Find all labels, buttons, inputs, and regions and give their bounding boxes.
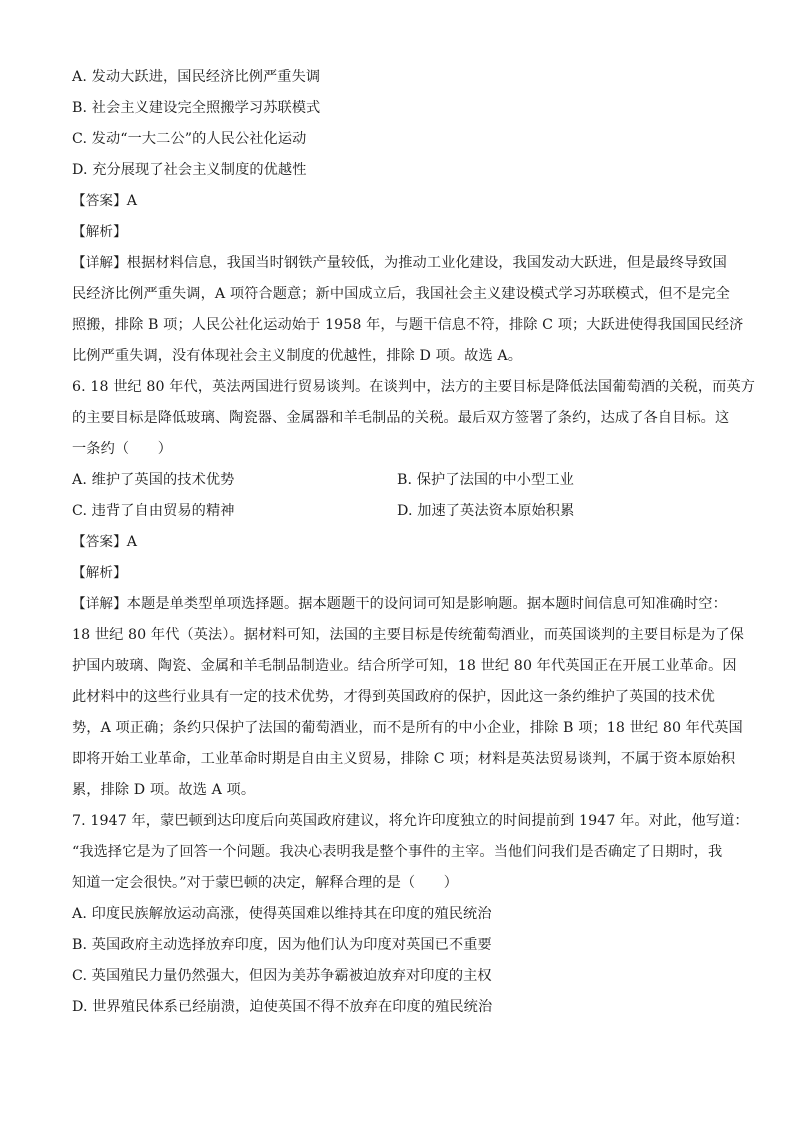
q6-stem [72,372,756,465]
q5-analysis-heading: 【解析】 [72,224,127,240]
stem-line: 6. 18 世纪 80 年代，英法两国进行贸易谈判。在谈判中，法方的主要目标是降低法国葡萄酒的关税，而英方 [72,379,756,395]
stem-line: 7. 1947 年，蒙巴顿到达印度后向英国政府建议，将允许印度独立的时间提前到 1947 年。对此，他写道： [72,813,749,829]
q7-option-list [72,899,732,1023]
q6-option-c: C. 违背了自由贸易的精神 [72,503,235,519]
detail-line: 民经济比例严重失调，A 项符合题意；新中国成立后，我国社会主义建设模式学习苏联模式，但不是完全 [72,286,730,302]
q5-option-c: C. 发动“一大二公”的人民公社化运动 [72,131,307,147]
answer-tag: 【答案】 [72,534,127,550]
detail-line: 根据材料信息，我国当时钢铁产量较低，为推动工业化建设，我国发动大跃进，但是最终导致国 [126,255,727,271]
detail-line: 18 世纪 80 年代（英法）。据材料可知，法国的主要目标是传统葡萄酒业，而英国谈判的主要目标是为了保 [72,627,744,643]
detail-line: 即将开始工业革命，工业革命时期是自由主义贸易，排除 C 项；材料是英法贸易谈判，不属于资本原始积 [72,751,736,767]
q6-option-b: B. 保护了法国的中小型工业 [397,472,574,488]
q6-option-d: D. 加速了英法资本原始积累 [397,503,575,519]
q7-stem [72,806,749,899]
q5-option-b: B. 社会主义建设完全照搬学习苏联模式 [72,100,321,116]
detail-line: 此材料中的这些行业具有一定的技术优势，才得到英国政府的保护，因此这一条约维护了英国的技术优 [72,689,715,705]
detail-tag: 【详解】 [72,596,127,612]
detail-line: 照搬，排除 B 项；人民公社化运动始于 1958 年，与题干信息不符，排除 C 项；大跃进使得我国国民经济 [72,317,744,333]
answer-value: A [126,534,138,550]
q6-option-grid [72,465,732,527]
q6-detail [72,589,744,806]
q5-answer [72,186,732,217]
detail-tag: 【详解】 [72,255,127,271]
q6-answer [72,527,732,558]
detail-line: 本题是单类型单项选择题。据本题题干的设问词可知是影响题。据本题时间信息可知准确时空： [126,596,727,612]
q6-analysis-heading: 【解析】 [72,565,127,581]
stem-line: 的主要目标是降低玻璃、陶瓷器、金属器和羊毛制品的关税。最后双方签署了条约，达成了各自目标。这 [72,410,730,426]
exam-page [72,62,756,1023]
stem-line: 一条约（ ） [72,441,173,457]
q7-option-d: D. 世界殖民体系已经崩溃，迫使英国不得不放弃在印度的殖民统治 [72,999,493,1015]
q5-detail [72,248,744,372]
detail-line: 比例严重失调，没有体现社会主义制度的优越性，排除 D 项。故选 A。 [72,348,522,364]
stem-line: “我选择它是为了回答一个问题。我决心表明我是整个事件的主宰。当他们问我们是否确定了日期时，我 [72,844,723,860]
q7-option-c: C. 英国殖民力量仍然强大，但因为美苏争霸被迫放弃对印度的主权 [72,968,492,984]
detail-line: 势，A 项正确；条约只保护了法国的葡萄酒业，而不是所有的中小企业，排除 B 项；18 世纪 80 年代英国 [72,720,743,736]
detail-line: 累，排除 D 项。故选 A 项。 [72,782,256,798]
q7-option-a: A. 印度民族解放运动高涨，使得英国难以维持其在印度的殖民统治 [72,906,492,922]
q7-option-b: B. 英国政府主动选择放弃印度，因为他们认为印度对英国已不重要 [72,937,492,953]
stem-line: 知道一定会很快。”对于蒙巴顿的决定，解释合理的是（ ） [72,875,459,891]
answer-value: A [126,193,138,209]
q5-option-d: D. 充分展现了社会主义制度的优越性 [72,162,307,178]
q5-option-a: A. 发动大跃进，国民经济比例严重失调 [72,69,321,85]
detail-line: 护国内玻璃、陶瓷、金属和羊毛制品制造业。结合所学可知，18 世纪 80 年代英国正在开展工业革命。因 [72,658,737,674]
answer-tag: 【答案】 [72,193,127,209]
q5-option-list [72,62,732,186]
q6-option-a: A. 维护了英国的技术优势 [72,472,235,488]
